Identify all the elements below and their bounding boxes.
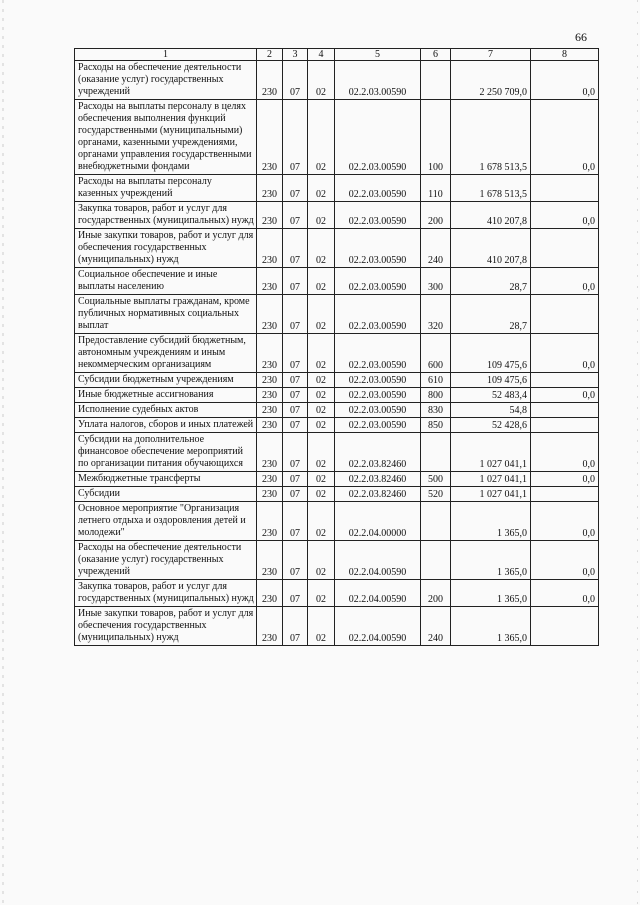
row-col-6 [421, 433, 451, 472]
row-col-6: 320 [421, 295, 451, 334]
row-col-3: 07 [283, 580, 308, 607]
row-col-3: 07 [283, 295, 308, 334]
row-col-5: 02.2.03.00590 [335, 418, 421, 433]
row-col-2: 230 [257, 268, 283, 295]
row-col-3: 07 [283, 433, 308, 472]
header-col-8: 8 [531, 49, 599, 61]
row-col-7: 1 027 041,1 [451, 487, 531, 502]
table-row [75, 268, 599, 295]
header-col-1: 1 [75, 49, 257, 61]
row-name: Исполнение судебных актов [75, 403, 257, 418]
row-col-8: 0,0 [531, 541, 599, 580]
row-col-8 [531, 418, 599, 433]
row-col-5: 02.2.03.00590 [335, 373, 421, 388]
table-header-row [75, 49, 599, 61]
table-row [75, 295, 599, 334]
table-row [75, 418, 599, 433]
row-col-8: 0,0 [531, 388, 599, 403]
row-col-2: 230 [257, 487, 283, 502]
row-col-8: 0,0 [531, 202, 599, 229]
row-col-4: 02 [308, 418, 335, 433]
row-col-6 [421, 502, 451, 541]
row-col-2: 230 [257, 388, 283, 403]
table-row [75, 334, 599, 373]
row-name: Расходы на обеспечение деятельности (оказание услуг) государственных учреждений [75, 541, 257, 580]
header-col-7: 7 [451, 49, 531, 61]
row-col-5: 02.2.03.00590 [335, 388, 421, 403]
header-col-3: 3 [283, 49, 308, 61]
table-row [75, 175, 599, 202]
row-name: Предоставление субсидий бюджетным, автономным учреждениям и иным некоммерческим организациям [75, 334, 257, 373]
row-col-2: 230 [257, 580, 283, 607]
row-col-4: 02 [308, 580, 335, 607]
table-row [75, 487, 599, 502]
row-col-2: 230 [257, 100, 283, 175]
row-col-3: 07 [283, 502, 308, 541]
row-col-7: 410 207,8 [451, 202, 531, 229]
row-col-5: 02.2.03.82460 [335, 433, 421, 472]
row-col-5: 02.2.03.00590 [335, 268, 421, 295]
row-col-2: 230 [257, 61, 283, 100]
row-col-2: 230 [257, 334, 283, 373]
row-col-4: 02 [308, 388, 335, 403]
table-row [75, 61, 599, 100]
table-row [75, 403, 599, 418]
row-col-6 [421, 61, 451, 100]
row-col-4: 02 [308, 541, 335, 580]
scan-edge-marks-left [2, 0, 4, 905]
row-name: Субсидии на дополнительное финансовое обеспечение мероприятий по организации питания обучающихся [75, 433, 257, 472]
row-col-4: 02 [308, 403, 335, 418]
row-col-6: 600 [421, 334, 451, 373]
row-col-6: 610 [421, 373, 451, 388]
row-col-8 [531, 229, 599, 268]
row-name: Социальное обеспечение и иные выплаты населению [75, 268, 257, 295]
row-name: Закупка товаров, работ и услуг для государственных (муниципальных) нужд [75, 580, 257, 607]
scan-edge-marks-right [637, 0, 638, 905]
table-row [75, 388, 599, 403]
row-col-7: 1 365,0 [451, 502, 531, 541]
row-col-7: 1 678 513,5 [451, 175, 531, 202]
row-col-6: 850 [421, 418, 451, 433]
row-col-8: 0,0 [531, 580, 599, 607]
table-body [75, 61, 599, 646]
row-col-7: 1 365,0 [451, 607, 531, 646]
row-col-7: 1 365,0 [451, 541, 531, 580]
row-col-3: 07 [283, 334, 308, 373]
table-row [75, 580, 599, 607]
row-col-6 [421, 541, 451, 580]
row-col-8: 0,0 [531, 334, 599, 373]
row-col-2: 230 [257, 433, 283, 472]
row-col-3: 07 [283, 100, 308, 175]
row-name: Расходы на обеспечение деятельности (оказание услуг) государственных учреждений [75, 61, 257, 100]
row-col-4: 02 [308, 502, 335, 541]
row-col-5: 02.2.04.00000 [335, 502, 421, 541]
row-col-8 [531, 403, 599, 418]
row-col-7: 1 678 513,5 [451, 100, 531, 175]
row-col-6: 830 [421, 403, 451, 418]
table-row [75, 202, 599, 229]
row-name: Уплата налогов, сборов и иных платежей [75, 418, 257, 433]
row-name: Основное мероприятие "Организация летнего отдыха и оздоровления детей и молодежи" [75, 502, 257, 541]
row-name: Иные закупки товаров, работ и услуг для обеспечения государственных (муниципальных) нужд [75, 607, 257, 646]
row-col-6: 300 [421, 268, 451, 295]
table-row [75, 472, 599, 487]
row-col-5: 02.2.03.00590 [335, 202, 421, 229]
row-col-7: 52 483,4 [451, 388, 531, 403]
row-col-6: 240 [421, 607, 451, 646]
row-col-4: 02 [308, 100, 335, 175]
row-col-4: 02 [308, 373, 335, 388]
row-col-4: 02 [308, 61, 335, 100]
table-row [75, 607, 599, 646]
row-col-7: 28,7 [451, 268, 531, 295]
row-col-2: 230 [257, 229, 283, 268]
row-col-5: 02.2.03.82460 [335, 472, 421, 487]
row-col-2: 230 [257, 607, 283, 646]
row-col-6: 110 [421, 175, 451, 202]
row-col-4: 02 [308, 175, 335, 202]
row-col-5: 02.2.04.00590 [335, 580, 421, 607]
row-col-2: 230 [257, 295, 283, 334]
row-col-7: 1 027 041,1 [451, 433, 531, 472]
header-col-2: 2 [257, 49, 283, 61]
page-number: 66 [575, 30, 587, 44]
row-col-4: 02 [308, 334, 335, 373]
table-row [75, 433, 599, 472]
row-col-3: 07 [283, 202, 308, 229]
row-col-6: 100 [421, 100, 451, 175]
row-col-2: 230 [257, 202, 283, 229]
row-name: Иные закупки товаров, работ и услуг для обеспечения государственных (муниципальных) нужд [75, 229, 257, 268]
row-col-2: 230 [257, 472, 283, 487]
header-col-5: 5 [335, 49, 421, 61]
row-col-3: 07 [283, 541, 308, 580]
row-col-5: 02.2.03.00590 [335, 61, 421, 100]
row-col-2: 230 [257, 175, 283, 202]
row-col-2: 230 [257, 418, 283, 433]
row-col-6: 200 [421, 202, 451, 229]
row-col-5: 02.2.04.00590 [335, 541, 421, 580]
row-col-7: 1 365,0 [451, 580, 531, 607]
row-name: Субсидии [75, 487, 257, 502]
row-col-7: 410 207,8 [451, 229, 531, 268]
row-col-8 [531, 487, 599, 502]
row-col-8: 0,0 [531, 100, 599, 175]
row-name: Субсидии бюджетным учреждениям [75, 373, 257, 388]
row-col-3: 07 [283, 487, 308, 502]
row-col-3: 07 [283, 229, 308, 268]
row-col-7: 52 428,6 [451, 418, 531, 433]
row-col-5: 02.2.03.00590 [335, 403, 421, 418]
row-col-4: 02 [308, 295, 335, 334]
row-name: Иные бюджетные ассигнования [75, 388, 257, 403]
table-row [75, 541, 599, 580]
header-col-6: 6 [421, 49, 451, 61]
row-col-7: 2 250 709,0 [451, 61, 531, 100]
row-col-3: 07 [283, 268, 308, 295]
row-col-6: 520 [421, 487, 451, 502]
row-col-4: 02 [308, 433, 335, 472]
row-col-7: 54,8 [451, 403, 531, 418]
row-col-3: 07 [283, 175, 308, 202]
row-col-2: 230 [257, 403, 283, 418]
row-col-5: 02.2.04.00590 [335, 607, 421, 646]
row-col-3: 07 [283, 472, 308, 487]
row-col-6: 240 [421, 229, 451, 268]
row-name: Социальные выплаты гражданам, кроме публичных нормативных социальных выплат [75, 295, 257, 334]
row-col-2: 230 [257, 373, 283, 388]
row-col-5: 02.2.03.82460 [335, 487, 421, 502]
table-row [75, 100, 599, 175]
row-col-7: 109 475,6 [451, 373, 531, 388]
row-col-4: 02 [308, 268, 335, 295]
row-col-6: 800 [421, 388, 451, 403]
row-col-6: 500 [421, 472, 451, 487]
row-col-3: 07 [283, 61, 308, 100]
row-col-8: 0,0 [531, 61, 599, 100]
row-col-5: 02.2.03.00590 [335, 229, 421, 268]
row-col-8 [531, 175, 599, 202]
row-col-8: 0,0 [531, 268, 599, 295]
row-col-2: 230 [257, 541, 283, 580]
row-col-5: 02.2.03.00590 [335, 334, 421, 373]
row-col-2: 230 [257, 502, 283, 541]
row-name: Закупка товаров, работ и услуг для государственных (муниципальных) нужд [75, 202, 257, 229]
row-col-7: 109 475,6 [451, 334, 531, 373]
row-col-8 [531, 607, 599, 646]
budget-table [74, 48, 599, 646]
table-row [75, 373, 599, 388]
row-col-7: 1 027 041,1 [451, 472, 531, 487]
row-col-8 [531, 295, 599, 334]
row-col-4: 02 [308, 472, 335, 487]
row-col-7: 28,7 [451, 295, 531, 334]
row-col-8 [531, 373, 599, 388]
row-name: Расходы на выплаты персоналу казенных учреждений [75, 175, 257, 202]
row-col-8: 0,0 [531, 433, 599, 472]
row-col-5: 02.2.03.00590 [335, 100, 421, 175]
table-row [75, 229, 599, 268]
row-col-3: 07 [283, 607, 308, 646]
table-row [75, 502, 599, 541]
row-col-3: 07 [283, 418, 308, 433]
row-name: Межбюджетные трансферты [75, 472, 257, 487]
row-name: Расходы на выплаты персоналу в целях обеспечения выполнения функций государственными (муниципальными) органами, казенными учреждениями, органами управления государственными внебюджетными фондами [75, 100, 257, 175]
row-col-5: 02.2.03.00590 [335, 295, 421, 334]
row-col-6: 200 [421, 580, 451, 607]
row-col-3: 07 [283, 388, 308, 403]
row-col-3: 07 [283, 373, 308, 388]
row-col-5: 02.2.03.00590 [335, 175, 421, 202]
row-col-4: 02 [308, 202, 335, 229]
row-col-8: 0,0 [531, 502, 599, 541]
row-col-8: 0,0 [531, 472, 599, 487]
row-col-4: 02 [308, 229, 335, 268]
row-col-4: 02 [308, 487, 335, 502]
header-col-4: 4 [308, 49, 335, 61]
row-col-4: 02 [308, 607, 335, 646]
row-col-3: 07 [283, 403, 308, 418]
